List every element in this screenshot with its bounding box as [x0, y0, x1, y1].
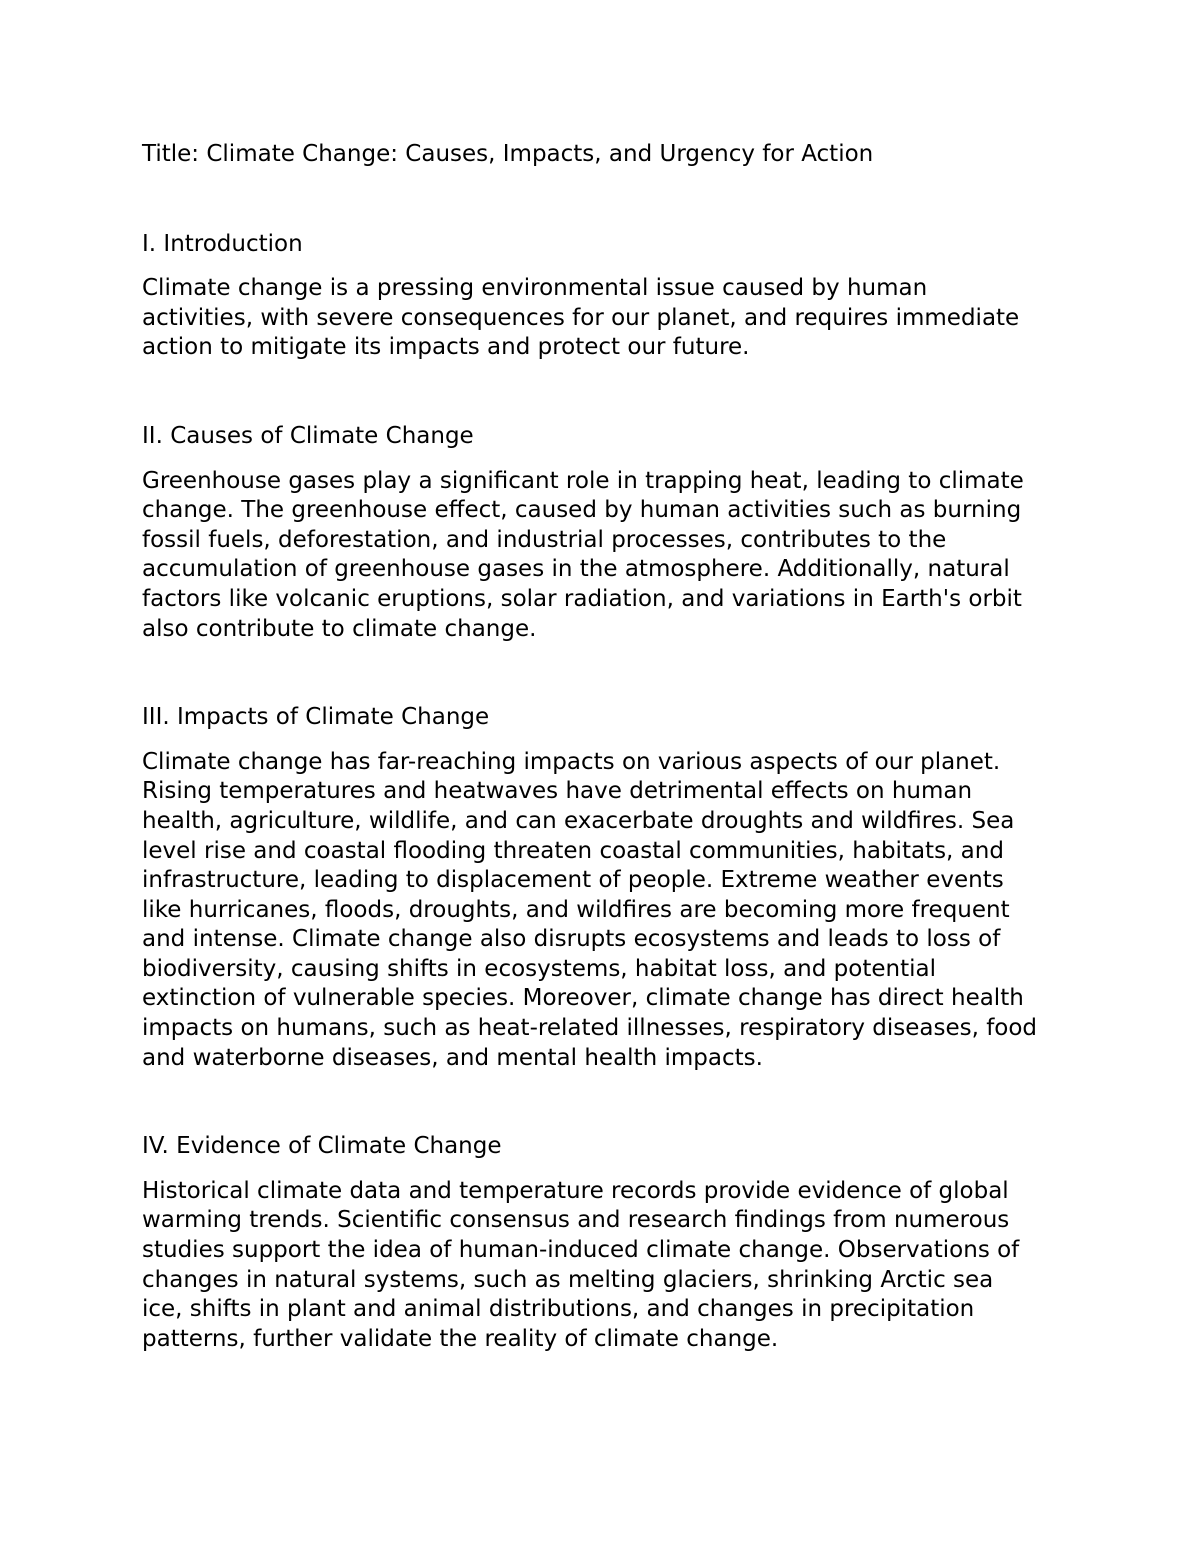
- paragraph-line: patterns, further validate the reality of climate change.: [142, 1325, 779, 1352]
- paragraph-line: action to mitigate its impacts and protect our future.: [142, 334, 750, 361]
- paragraph-line: activities, with severe consequences for our planet, and requires immediate: [142, 304, 1020, 331]
- paragraph-line: biodiversity, causing shifts in ecosystems, habitat loss, and potential: [142, 955, 936, 982]
- section-paragraph: [142, 748, 1072, 1074]
- section-paragraph: [142, 1177, 1072, 1355]
- paragraph-line: level rise and coastal flooding threaten coastal communities, habitats, and: [142, 837, 1004, 864]
- section-heading: III. Impacts of Climate Change: [142, 704, 490, 731]
- paragraph-line: infrastructure, leading to displacement of people. Extreme weather events: [142, 867, 1004, 894]
- paragraph-line: studies support the idea of human-induced climate change. Observations of: [142, 1237, 1020, 1264]
- paragraph-line: accumulation of greenhouse gases in the atmosphere. Additionally, natural: [142, 556, 1010, 583]
- paragraph-line: warming trends. Scientific consensus and research findings from numerous: [142, 1207, 1010, 1234]
- paragraph-line: Rising temperatures and heatwaves have detrimental effects on human: [142, 778, 973, 805]
- paragraph-line: extinction of vulnerable species. Moreover, climate change has direct health: [142, 985, 1024, 1012]
- paragraph-line: impacts on humans, such as heat-related illnesses, respiratory diseases, food: [142, 1015, 1038, 1042]
- paragraph-line: also contribute to climate change.: [142, 615, 537, 642]
- paragraph-line: Climate change is a pressing environmental issue caused by human: [142, 275, 928, 302]
- section-heading: IV. Evidence of Climate Change: [142, 1133, 502, 1160]
- section-impacts: [142, 703, 1072, 1073]
- paragraph-line: Greenhouse gases play a significant role in trapping heat, leading to climate: [142, 467, 1024, 494]
- section-evidence: [142, 1132, 1072, 1354]
- paragraph-line: and waterborne diseases, and mental health impacts.: [142, 1044, 763, 1071]
- paragraph-line: Climate change has far-reaching impacts on various aspects of our planet.: [142, 748, 1001, 775]
- paragraph-line: changes in natural systems, such as melting glaciers, shrinking Arctic sea: [142, 1266, 994, 1293]
- section-introduction: [142, 230, 1072, 363]
- paragraph-line: Historical climate data and temperature records provide evidence of global: [142, 1177, 1009, 1204]
- paragraph-line: health, agriculture, wildlife, and can exacerbate droughts and wildfires. Sea: [142, 807, 1015, 834]
- document-content: [142, 140, 1072, 1413]
- paragraph-line: like hurricanes, floods, droughts, and wildfires are becoming more frequent: [142, 896, 1010, 923]
- paragraph-line: change. The greenhouse effect, caused by human activities such as burning: [142, 497, 1022, 524]
- document-title: Title: Climate Change: Causes, Impacts, and Urgency for Action: [142, 141, 874, 167]
- paragraph-line: ice, shifts in plant and animal distributions, and changes in precipitation: [142, 1296, 975, 1323]
- paragraph-line: and intense. Climate change also disrupts ecosystems and leads to loss of: [142, 926, 1001, 953]
- section-paragraph: [142, 274, 1072, 363]
- paragraph-line: fossil fuels, deforestation, and industrial processes, contributes to the: [142, 526, 947, 553]
- paragraph-line: factors like volcanic eruptions, solar radiation, and variations in Earth's orbit: [142, 585, 1022, 612]
- section-heading: I. Introduction: [142, 230, 303, 257]
- section-causes: [142, 422, 1072, 644]
- section-paragraph: [142, 467, 1072, 645]
- section-heading: II. Causes of Climate Change: [142, 422, 474, 449]
